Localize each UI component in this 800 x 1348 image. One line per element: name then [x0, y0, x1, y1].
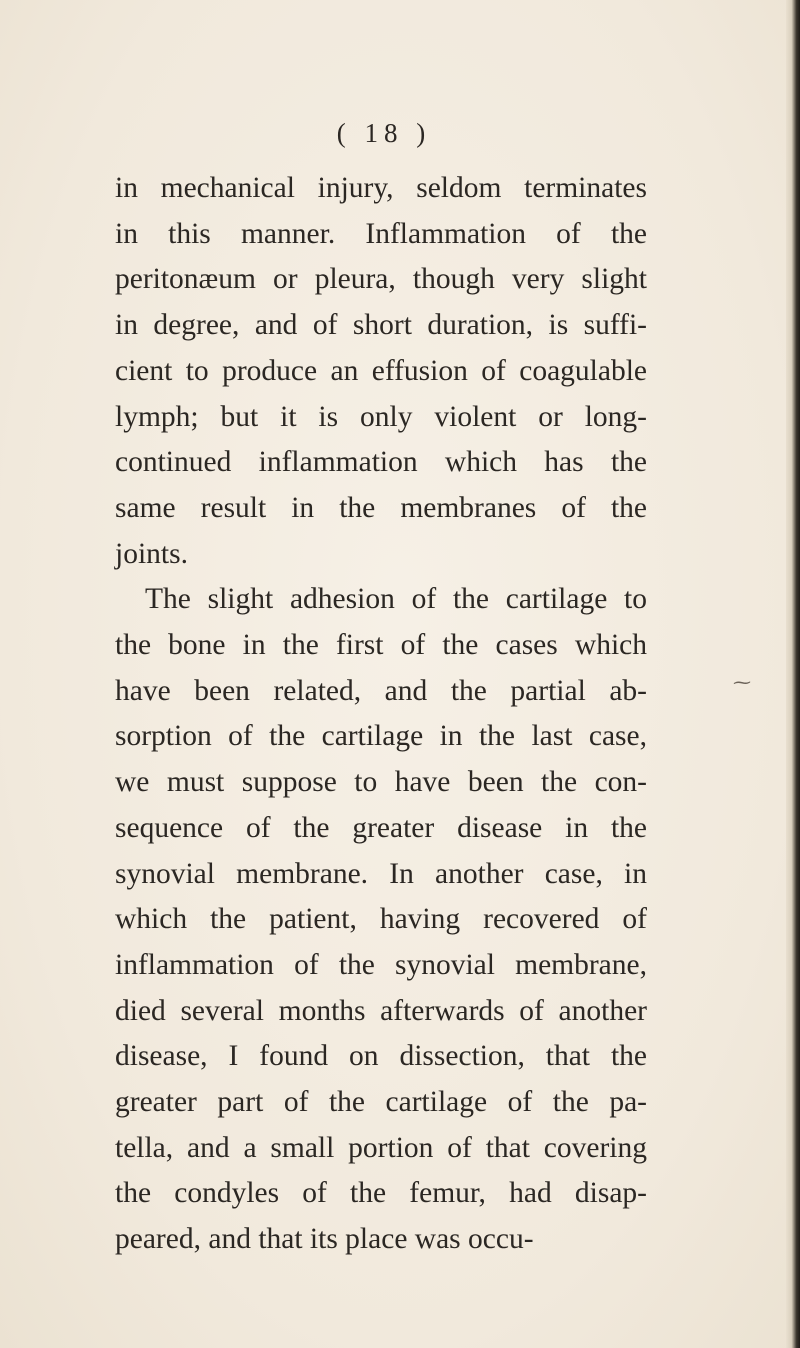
- text-line: peritonæum or pleura, though very slight: [115, 263, 647, 296]
- text-line: we must suppose to have been the con-: [115, 766, 647, 799]
- text-line: synovial membrane. In another case, in: [115, 857, 647, 890]
- body-text: [115, 166, 647, 1263]
- text-line: in mechanical injury, seldom terminates: [115, 172, 647, 204]
- text-line: in degree, and of short duration, is suffi-: [115, 309, 647, 342]
- text-line: continued inflammation which has the: [115, 446, 647, 479]
- text-line: inflammation of the synovial membrane,: [115, 948, 647, 981]
- text-line: joints.: [115, 537, 188, 570]
- page-edge-shadow: [786, 0, 800, 1348]
- text-line: have been related, and the partial ab-: [115, 674, 647, 707]
- text-line: disease, I found on dissection, that the: [115, 1040, 647, 1073]
- text-line: the bone in the first of the cases which: [115, 629, 647, 662]
- text-line: sequence of the greater disease in the: [115, 811, 647, 844]
- text-line: sorption of the cartilage in the last case,: [115, 720, 647, 753]
- text-line: the condyles of the femur, had disap-: [115, 1177, 647, 1210]
- paragraph-start-line: The slight adhesion of the cartilage to: [145, 583, 647, 616]
- text-line: peared, and that its place was occu-: [115, 1223, 534, 1256]
- margin-mark-icon: ⁓: [733, 672, 751, 693]
- text-line: greater part of the cartilage of the pa-: [115, 1086, 647, 1119]
- text-line: which the patient, having recovered of: [115, 903, 647, 936]
- text-line: lymph; but it is only violent or long-: [115, 400, 647, 433]
- page-number: ( 18 ): [336, 118, 432, 148]
- text-line: in this manner. Inflammation of the: [115, 217, 647, 250]
- text-line: cient to produce an effusion of coagulable: [115, 354, 647, 387]
- text-line: same result in the membranes of the: [115, 491, 647, 524]
- text-line: tella, and a small portion of that covering: [115, 1131, 647, 1164]
- text-line: died several months afterwards of another: [115, 994, 647, 1027]
